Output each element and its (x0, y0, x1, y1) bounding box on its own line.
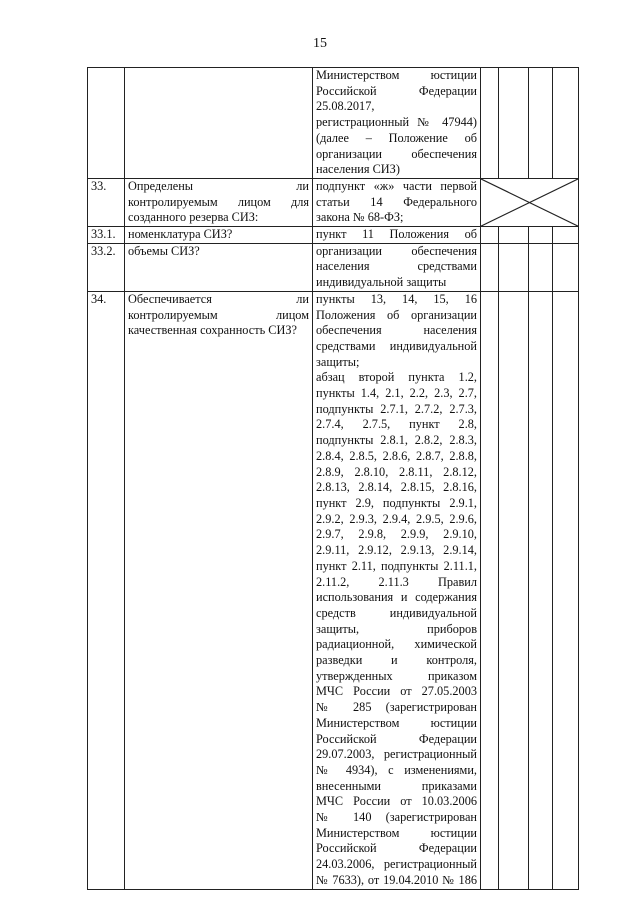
reference-line: Министерством юстиции (316, 825, 477, 840)
reference-line: 2.11.2, 2.11.3 Правил (316, 574, 477, 589)
page-number: 15 (313, 36, 327, 51)
reference-line: МЧС России от 10.03.2006 (316, 794, 477, 809)
question-line: объемы СИЗ? (128, 243, 200, 258)
question-line: номенклатура СИЗ? (128, 227, 233, 242)
requirement-question (125, 68, 313, 179)
reference-line: пункт 2.11, подпункты 2.11.1, (316, 558, 477, 573)
requirements-table (87, 67, 579, 890)
requirement-question (125, 243, 313, 291)
table-row (88, 243, 579, 291)
item-number: 33. (88, 178, 125, 226)
reference-line: закона № 68-ФЗ; (316, 210, 404, 225)
crossed-answer-cell (481, 178, 579, 226)
question-line: контролируемым лицом (128, 307, 309, 322)
reference-line: утвержденных приказом (316, 668, 477, 683)
legal-reference (313, 243, 481, 291)
reference-line: пункты 1.4, 2.1, 2.2, 2.3, 2.7, (316, 386, 477, 401)
reference-line: организации обеспечения (316, 146, 477, 161)
reference-line: Министерством юстиции (316, 715, 477, 730)
answer-cell (553, 227, 579, 244)
answer-cell (553, 243, 579, 291)
reference-line: 25.08.2017, (316, 99, 375, 114)
item-number: 34. (88, 291, 125, 889)
reference-line: Российской Федерации (316, 841, 477, 856)
reference-line: Российской Федерации (316, 731, 477, 746)
reference-line: Положения об организации (316, 307, 477, 322)
question-line: Определены ли (128, 178, 309, 193)
reference-line: № 140 (зарегистрирован (316, 810, 477, 825)
answer-cell (499, 68, 529, 179)
reference-line: абзац второй пункта 1.2, (316, 370, 477, 385)
reference-line: защиты; (316, 354, 360, 369)
question-line: созданного резерва СИЗ: (128, 210, 259, 225)
reference-line: 2.9.11, 2.9.12, 2.9.13, 2.9.14, (316, 543, 477, 558)
table-row (88, 227, 579, 244)
reference-line: организации обеспечения (316, 243, 477, 258)
answer-cell (499, 243, 529, 291)
reference-line: пункт 2.9, подпункты 2.9.1, (316, 495, 477, 510)
reference-line: (далее – Положение об (316, 130, 477, 145)
table-row (88, 291, 579, 889)
reference-line: № 285 (зарегистрирован (316, 700, 477, 715)
reference-line: населения СИЗ) (316, 162, 400, 177)
item-number (88, 68, 125, 179)
reference-line: подпункты 2.8.1, 2.8.2, 2.8.3, (316, 433, 477, 448)
answer-cell (481, 243, 499, 291)
reference-line: № 7633), от 19.04.2010 № 186 (316, 872, 477, 887)
reference-line: защиты, приборов (316, 621, 477, 636)
reference-line: 2.7.4, 2.7.5, пункт 2.8, (316, 417, 477, 432)
item-number: 33.2. (88, 243, 125, 291)
legal-reference (313, 291, 481, 889)
reference-line: 2.9.7, 2.9.8, 2.9.9, 2.9.10, (316, 527, 477, 542)
legal-reference (313, 227, 481, 244)
answer-cell (481, 291, 499, 889)
reference-line: статьи 14 Федерального (316, 194, 477, 209)
reference-line: населения средствами (316, 259, 477, 274)
legal-reference (313, 68, 481, 179)
legal-reference (313, 178, 481, 226)
answer-cell (553, 68, 579, 179)
reference-line: использования и содержания (316, 590, 477, 605)
answer-cell (499, 291, 529, 889)
reference-line: пункт 11 Положения об (316, 227, 477, 242)
requirement-question (125, 178, 313, 226)
requirement-question (125, 291, 313, 889)
reference-line: подпункты 2.7.1, 2.7.2, 2.7.3, (316, 401, 477, 416)
reference-line: индивидуальной защиты (316, 275, 447, 290)
reference-line: обеспечения населения (316, 323, 477, 338)
table-row (88, 178, 579, 226)
answer-cell (529, 291, 553, 889)
reference-line: пункты 13, 14, 15, 16 (316, 291, 477, 306)
question-line: качественная сохранность СИЗ? (128, 323, 297, 338)
answer-cell (553, 291, 579, 889)
reference-line: 24.03.2006, регистрационный (316, 857, 477, 872)
reference-line: МЧС России от 27.05.2003 (316, 684, 477, 699)
answer-cell (529, 68, 553, 179)
answer-cell (481, 227, 499, 244)
reference-line: Российской Федерации (316, 83, 477, 98)
question-line: Обеспечивается ли (128, 291, 309, 306)
cross-mark-icon (481, 179, 578, 226)
requirement-question (125, 227, 313, 244)
reference-line: средствами индивидуальной (316, 338, 477, 353)
reference-line: 2.8.13, 2.8.14, 2.8.15, 2.8.16, (316, 480, 477, 495)
reference-line: разведки и контроля, (316, 653, 477, 668)
answer-cell (529, 243, 553, 291)
answer-cell (499, 227, 529, 244)
answer-cell (481, 68, 499, 179)
reference-line: регистрационный № 47944) (316, 115, 477, 130)
reference-line: 2.8.4, 2.8.5, 2.8.6, 2.8.7, 2.8.8, (316, 448, 477, 463)
reference-line: средств индивидуальной (316, 605, 477, 620)
reference-line: радиационной, химической (316, 637, 477, 652)
question-line: контролируемым лицом для (128, 194, 309, 209)
reference-line: 2.9.2, 2.9.3, 2.9.4, 2.9.5, 2.9.6, (316, 511, 477, 526)
reference-line: 29.07.2003, регистрационный (316, 747, 477, 762)
reference-line: Министерством юстиции (316, 68, 477, 82)
reference-line: подпункт «ж» части первой (316, 178, 477, 193)
table-row (88, 68, 579, 179)
reference-line: 2.8.9, 2.8.10, 2.8.11, 2.8.12, (316, 464, 477, 479)
reference-line: внесенными приказами (316, 778, 477, 793)
item-number: 33.1. (88, 227, 125, 244)
reference-line: № 4934), с изменениями, (316, 762, 477, 777)
table-body (88, 68, 579, 890)
answer-cell (529, 227, 553, 244)
